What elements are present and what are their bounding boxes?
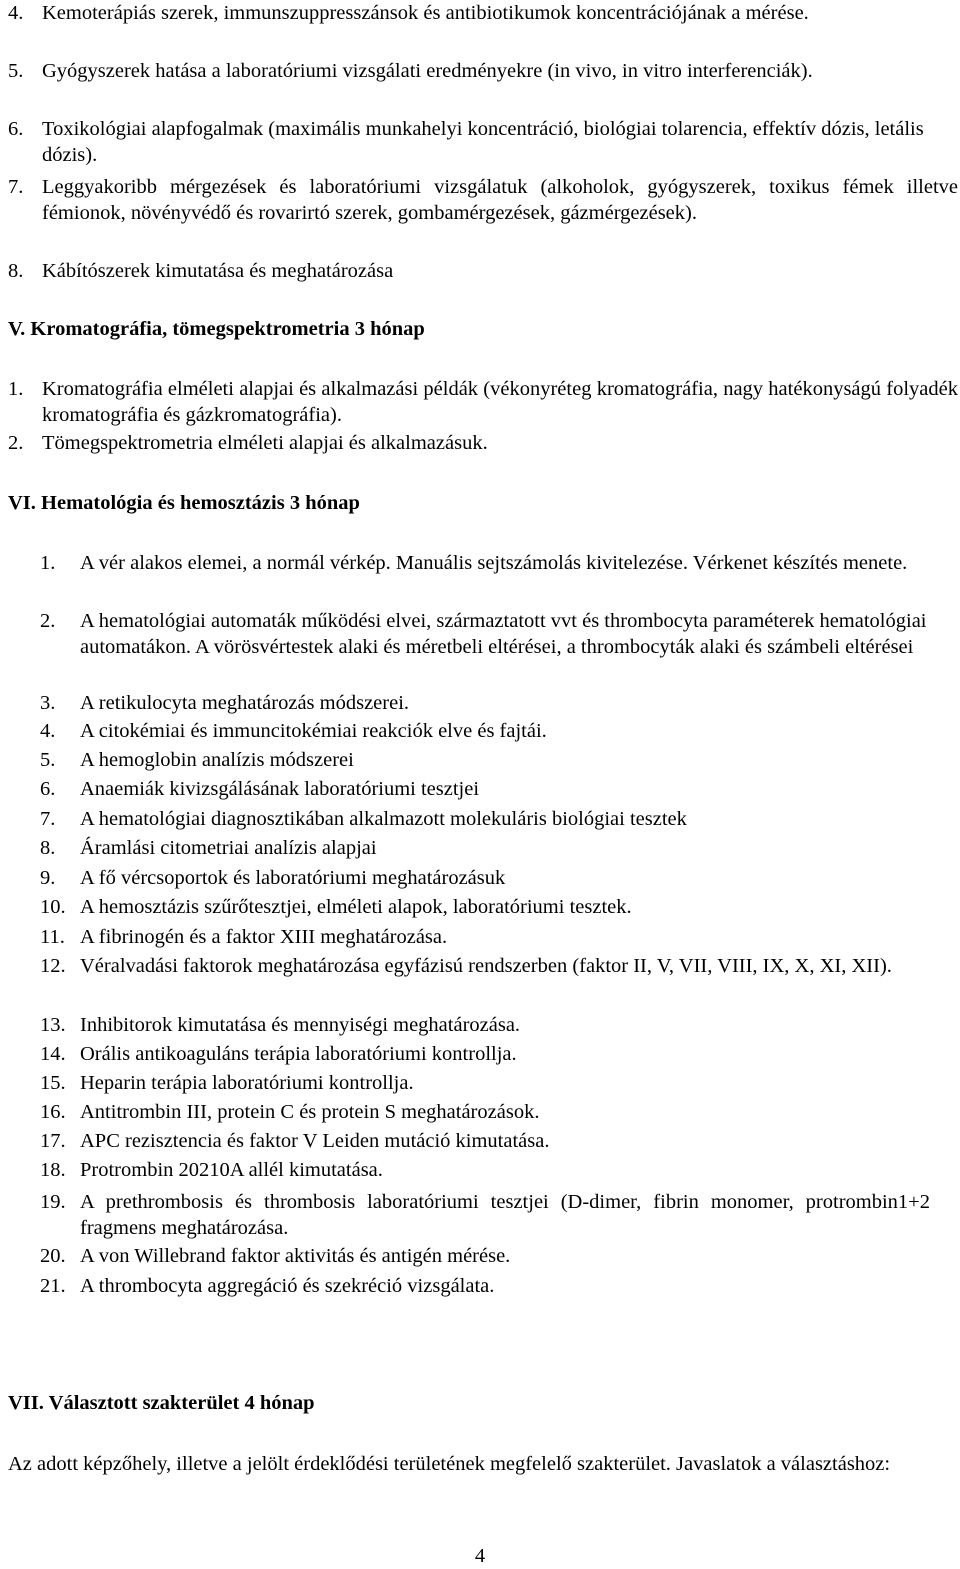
item-text: Leggyakoribb mérgezések és laboratóriumi vizsgálatuk (alkoholok, gyógyszerek, toxikus fémek illetve fémionok, növényvédő és rovarirtó szerek, gombamérgezések, gázmérgezések). [42,176,958,224]
item-text: A hemoglobin analízis módszerei [80,749,354,771]
item-number: 13. [40,1014,66,1036]
item-number: 6. [8,118,24,140]
item-text: Anaemiák kivizsgálásának laboratóriumi tesztjei [80,778,480,800]
item-text: Heparin terápia laboratóriumi kontrollja. [80,1072,414,1094]
item-number: 5. [40,749,56,771]
item-number: 15. [40,1072,66,1094]
item-number: 8. [8,260,24,282]
item-number: 12. [40,955,66,977]
item-text: Tömegspektrometria elméleti alapjai és alkalmazásuk. [42,432,488,454]
item-number: 3. [40,692,56,714]
item-text: A fibrinogén és a faktor XIII meghatározása. [80,926,448,948]
section-heading: VII. Választott szakterület 4 hónap [8,1392,315,1414]
item-text: Véralvadási faktorok meghatározása egyfázisú rendszerben (faktor II, V, VII, VIII, IX, X, XI, XII). [80,955,892,977]
item-number: 6. [40,778,56,800]
item-number: 4. [40,720,56,742]
item-number: 7. [8,176,24,198]
item-text: Gyógyszerek hatása a laboratóriumi vizsgálati eredményekre (in vivo, in vitro interferenciák). [42,60,813,82]
item-text: A hematológiai diagnosztikában alkalmazott molekuláris biológiai tesztek [80,808,687,830]
paragraph: Az adott képzőhely, illetve a jelölt érdeklődési területének megfelelő szakterület. Javaslatok a választáshoz: [8,1453,891,1475]
item-text: A fő vércsoportok és laboratóriumi meghatározásuk [80,867,506,889]
item-text: A thrombocyta aggregáció és szekréció vizsgálata. [80,1275,495,1297]
item-number: 4. [8,2,24,24]
item-number: 18. [40,1159,66,1181]
item-number: 9. [40,867,56,889]
item-number: 19. [40,1191,66,1213]
item-text: A citokémiai és immuncitokémiai reakciók elve és fajtái. [80,720,547,742]
item-number: 17. [40,1130,66,1152]
item-text: APC rezisztencia és faktor V Leiden mutáció kimutatása. [80,1130,550,1152]
item-number: 8. [40,837,56,859]
item-text: A von Willebrand faktor aktivitás és antigén mérése. [80,1245,511,1267]
item-number: 14. [40,1043,66,1065]
item-text: Kábítószerek kimutatása és meghatározása [42,260,394,282]
section-heading: V. Kromatográfia, tömegspektrometria 3 hónap [8,318,425,340]
item-number: 10. [40,896,66,918]
item-number: 16. [40,1101,66,1123]
item-text: Orális antikoaguláns terápia laboratóriumi kontrollja. [80,1043,517,1065]
item-text: Áramlási citometriai analízis alapjai [80,837,377,859]
section-heading: VI. Hematológia és hemosztázis 3 hónap [8,492,360,514]
item-number: 11. [40,926,65,948]
page-number: 4 [474,1545,486,1567]
item-number: 20. [40,1245,66,1267]
item-number: 1. [40,552,56,574]
item-text: A hemosztázis szűrőtesztjei, elméleti alapok, laboratóriumi tesztek. [80,896,632,918]
item-number: 21. [40,1275,66,1297]
item-text: Toxikológiai alapfogalmak (maximális munkahelyi koncentráció, biológiai tolarencia, effektív dózis, letális dózis). [42,118,924,166]
item-text: Protrombin 20210A allél kimutatása. [80,1159,383,1181]
item-text: A prethrombosis és thrombosis laboratóriumi tesztjei (D-dimer, fibrin monomer, protrombin1+2 fragmens meghatározása. [80,1191,930,1239]
item-number: 5. [8,60,24,82]
item-number: 7. [40,808,56,830]
item-text: A retikulocyta meghatározás módszerei. [80,692,410,714]
item-number: 2. [40,610,56,632]
item-text: Antitrombin III, protein C és protein S meghatározások. [80,1101,540,1123]
item-text: Kromatográfia elméleti alapjai és alkalmazási példák (vékonyréteg kromatográfia, nagy hatékonyságú folyadék kromatográfia és gázkromatográfia). [42,378,958,426]
item-text: Kemoterápiás szerek, immunszuppresszánsok és antibiotikumok koncentrációjának a mérése. [42,2,809,24]
item-number: 1. [8,378,24,400]
item-text: A vér alakos elemei, a normál vérkép. Manuális sejtszámolás kivitelezése. Vérkenet készítés menete. [80,552,908,574]
item-text: Inhibitorok kimutatása és mennyiségi meghatározása. [80,1014,521,1036]
item-text: A hematológiai automaták működési elvei, származtatott vvt és thrombocyta paraméterek hematológiai automatákon. A vörösvértestek alaki és méretbeli eltérései, a thrombocyták alaki és számbeli eltérései [80,610,927,658]
item-number: 2. [8,432,24,454]
